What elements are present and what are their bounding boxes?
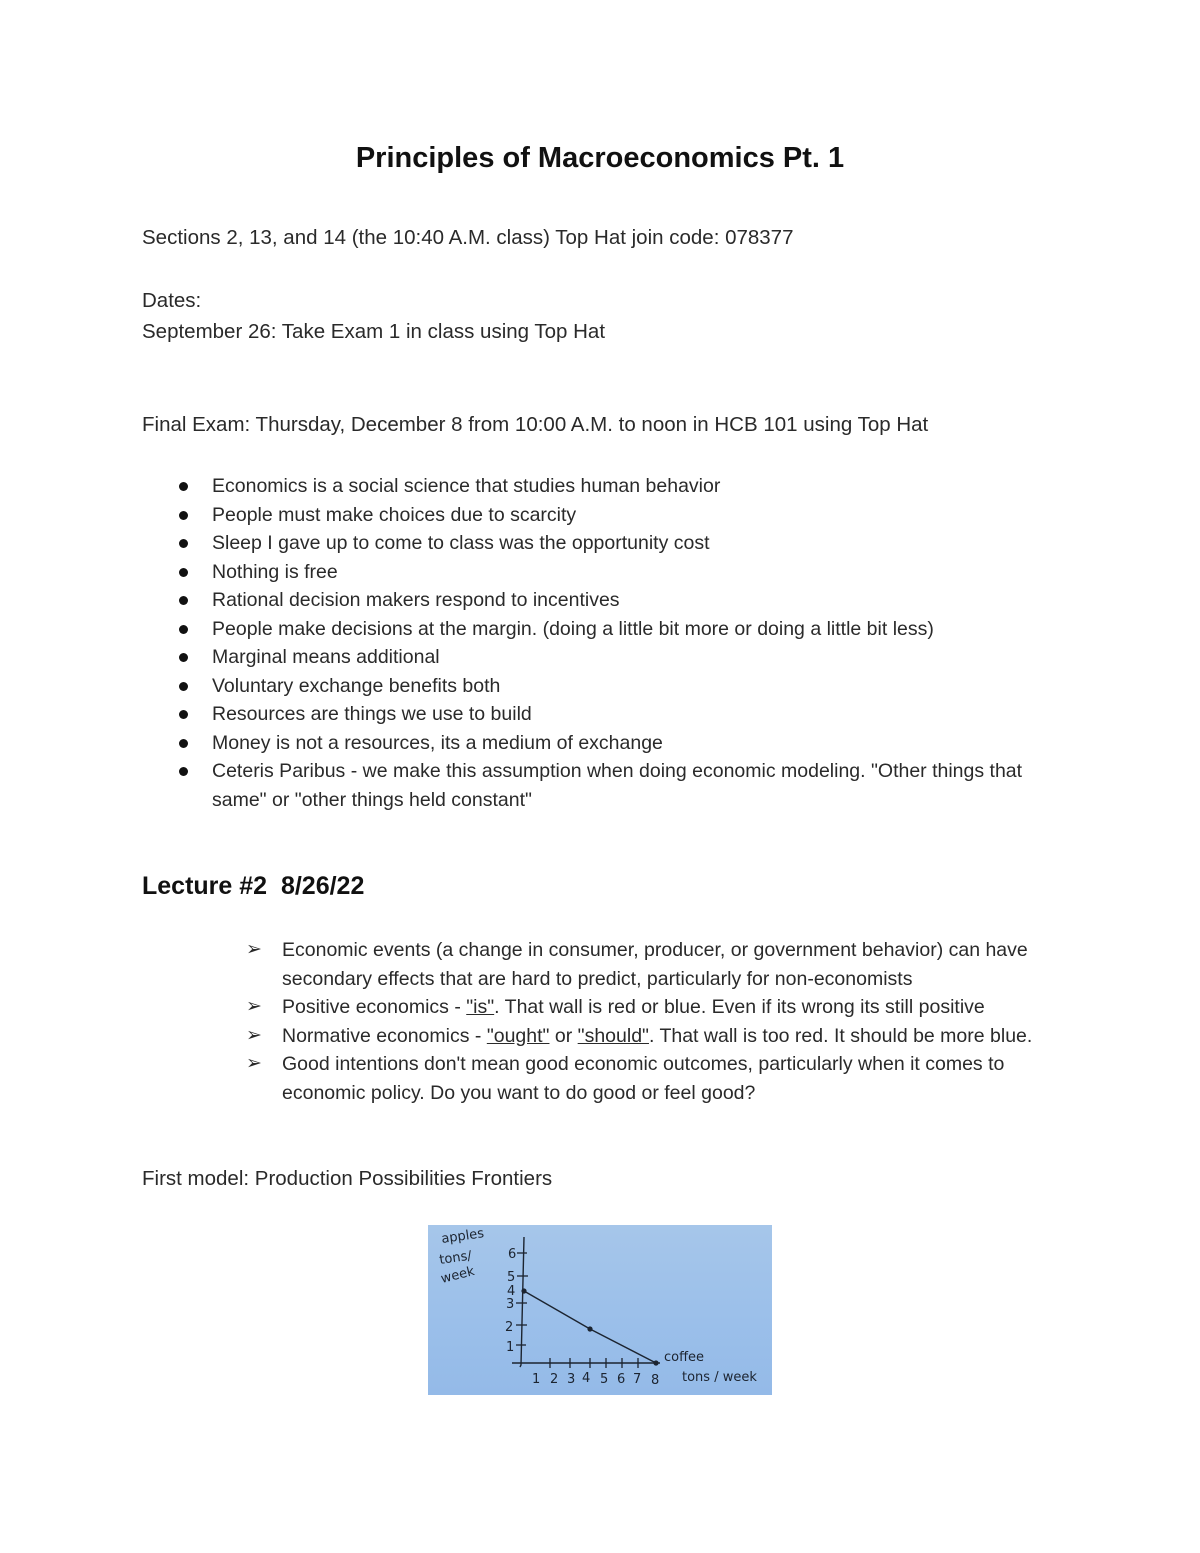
- y-tick-label: 5: [507, 1270, 516, 1285]
- list-item: Voluntary exchange benefits both: [142, 672, 1062, 701]
- list-item: Money is not a resources, its a medium of exchange: [142, 729, 1062, 758]
- final-exam-line: Final Exam: Thursday, December 8 from 10:00 A.M. to noon in HCB 101 using Top Hat: [142, 413, 929, 436]
- bullet-icon: [179, 539, 188, 548]
- page-title: Principles of Macroeconomics Pt. 1: [355, 142, 845, 174]
- exam1-line: September 26: Take Exam 1 in class using Top Hat: [142, 320, 606, 343]
- bullet-icon: [179, 767, 188, 776]
- y-tick-label: 3: [506, 1297, 515, 1312]
- underlined-term-is: "is": [466, 996, 495, 1018]
- list-item: Sleep I gave up to come to class was the opportunity cost: [142, 529, 1062, 558]
- first-model-line: First model: Production Possibilities Frontiers: [142, 1167, 553, 1190]
- lecture-heading: Lecture #2 8/26/22: [142, 872, 365, 900]
- x-axis-label-line1: coffee: [664, 1350, 705, 1365]
- frontier-point: [521, 1288, 526, 1293]
- x-tick-label: 4: [582, 1371, 591, 1386]
- list-item: People must make choices due to scarcity: [142, 501, 1062, 530]
- arrow-bullet-icon: ➢: [246, 1053, 262, 1074]
- arrow-bullet-icon: ➢: [246, 996, 262, 1017]
- bullet-icon: [179, 482, 188, 491]
- lecture-points-list: [246, 936, 1066, 1107]
- key-concepts-list: [142, 472, 1062, 814]
- bullet-icon: [179, 568, 188, 577]
- x-tick-label: 6: [617, 1372, 626, 1387]
- list-item: ➢ Good intentions don't mean good economic outcomes, particularly when it comes to economic policy. Do you want to do good or feel good?: [246, 1050, 1066, 1107]
- ppf-sketch-image: [428, 1225, 772, 1395]
- y-tick-label: 2: [505, 1320, 514, 1335]
- x-axis-label-line2: tons / week: [682, 1370, 757, 1385]
- underlined-term-should: "should": [577, 1024, 649, 1047]
- bullet-icon: [179, 511, 188, 520]
- frontier-point: [653, 1360, 658, 1365]
- dates-label: Dates:: [142, 289, 202, 312]
- list-item: ➢ Economic events (a change in consumer, producer, or government behavior) can have secondary effects that are hard to predict, particularly for non-economists: [246, 936, 1066, 993]
- list-item: Economics is a social science that studies human behavior: [142, 472, 1062, 501]
- arrow-bullet-icon: ➢: [246, 939, 262, 960]
- list-item: ➢ Positive economics - "is". That wall is red or blue. Even if its wrong its still positive: [246, 993, 1066, 1022]
- frontier-point: [587, 1326, 592, 1331]
- bullet-icon: [179, 653, 188, 662]
- list-item: Ceteris Paribus - we make this assumption when doing economic modeling. "Other things that same" or "other things held constant": [142, 757, 1062, 814]
- x-tick-label: 7: [633, 1372, 642, 1387]
- x-tick-label: 2: [550, 1372, 559, 1387]
- x-tick-label: 5: [600, 1372, 609, 1387]
- sections-line: Sections 2, 13, and 14 (the 10:40 A.M. class) Top Hat join code: 078377: [142, 226, 794, 249]
- list-item: Nothing is free: [142, 558, 1062, 587]
- y-tick-labels: [505, 1247, 516, 1355]
- x-tick-label: 3: [567, 1372, 576, 1387]
- list-item: People make decisions at the margin. (doing a little bit more or doing a little bit less): [142, 615, 1062, 644]
- y-tick-label: 1: [506, 1340, 515, 1355]
- y-axis-line: [520, 1237, 524, 1367]
- ppf-sketch-drawing: [428, 1225, 772, 1395]
- list-item: Resources are things we use to build: [142, 700, 1062, 729]
- bullet-icon: [179, 739, 188, 748]
- bullet-icon: [179, 710, 188, 719]
- x-tick-label: 1: [532, 1372, 541, 1387]
- bullet-icon: [179, 682, 188, 691]
- x-tick-label: 8: [651, 1373, 660, 1388]
- y-axis-label-line1: apples: [440, 1226, 485, 1247]
- y-tick-label: 6: [508, 1247, 517, 1262]
- y-tick-label: 4: [507, 1284, 516, 1299]
- arrow-bullet-icon: ➢: [246, 1024, 262, 1046]
- y-axis-label-line2: tons/: [438, 1248, 473, 1268]
- list-item: Rational decision makers respond to incentives: [142, 586, 1062, 615]
- y-axis-label-line3: week: [439, 1264, 477, 1287]
- underlined-term-ought: "ought": [486, 1024, 550, 1047]
- list-item: Marginal means additional: [142, 643, 1062, 672]
- bullet-icon: [179, 625, 188, 634]
- x-tick-labels: [532, 1371, 659, 1388]
- bullet-icon: [179, 596, 188, 605]
- list-item: ➢ Normative economics - "ought" or "should". That wall is too red. It should be more blue.: [246, 1022, 1066, 1051]
